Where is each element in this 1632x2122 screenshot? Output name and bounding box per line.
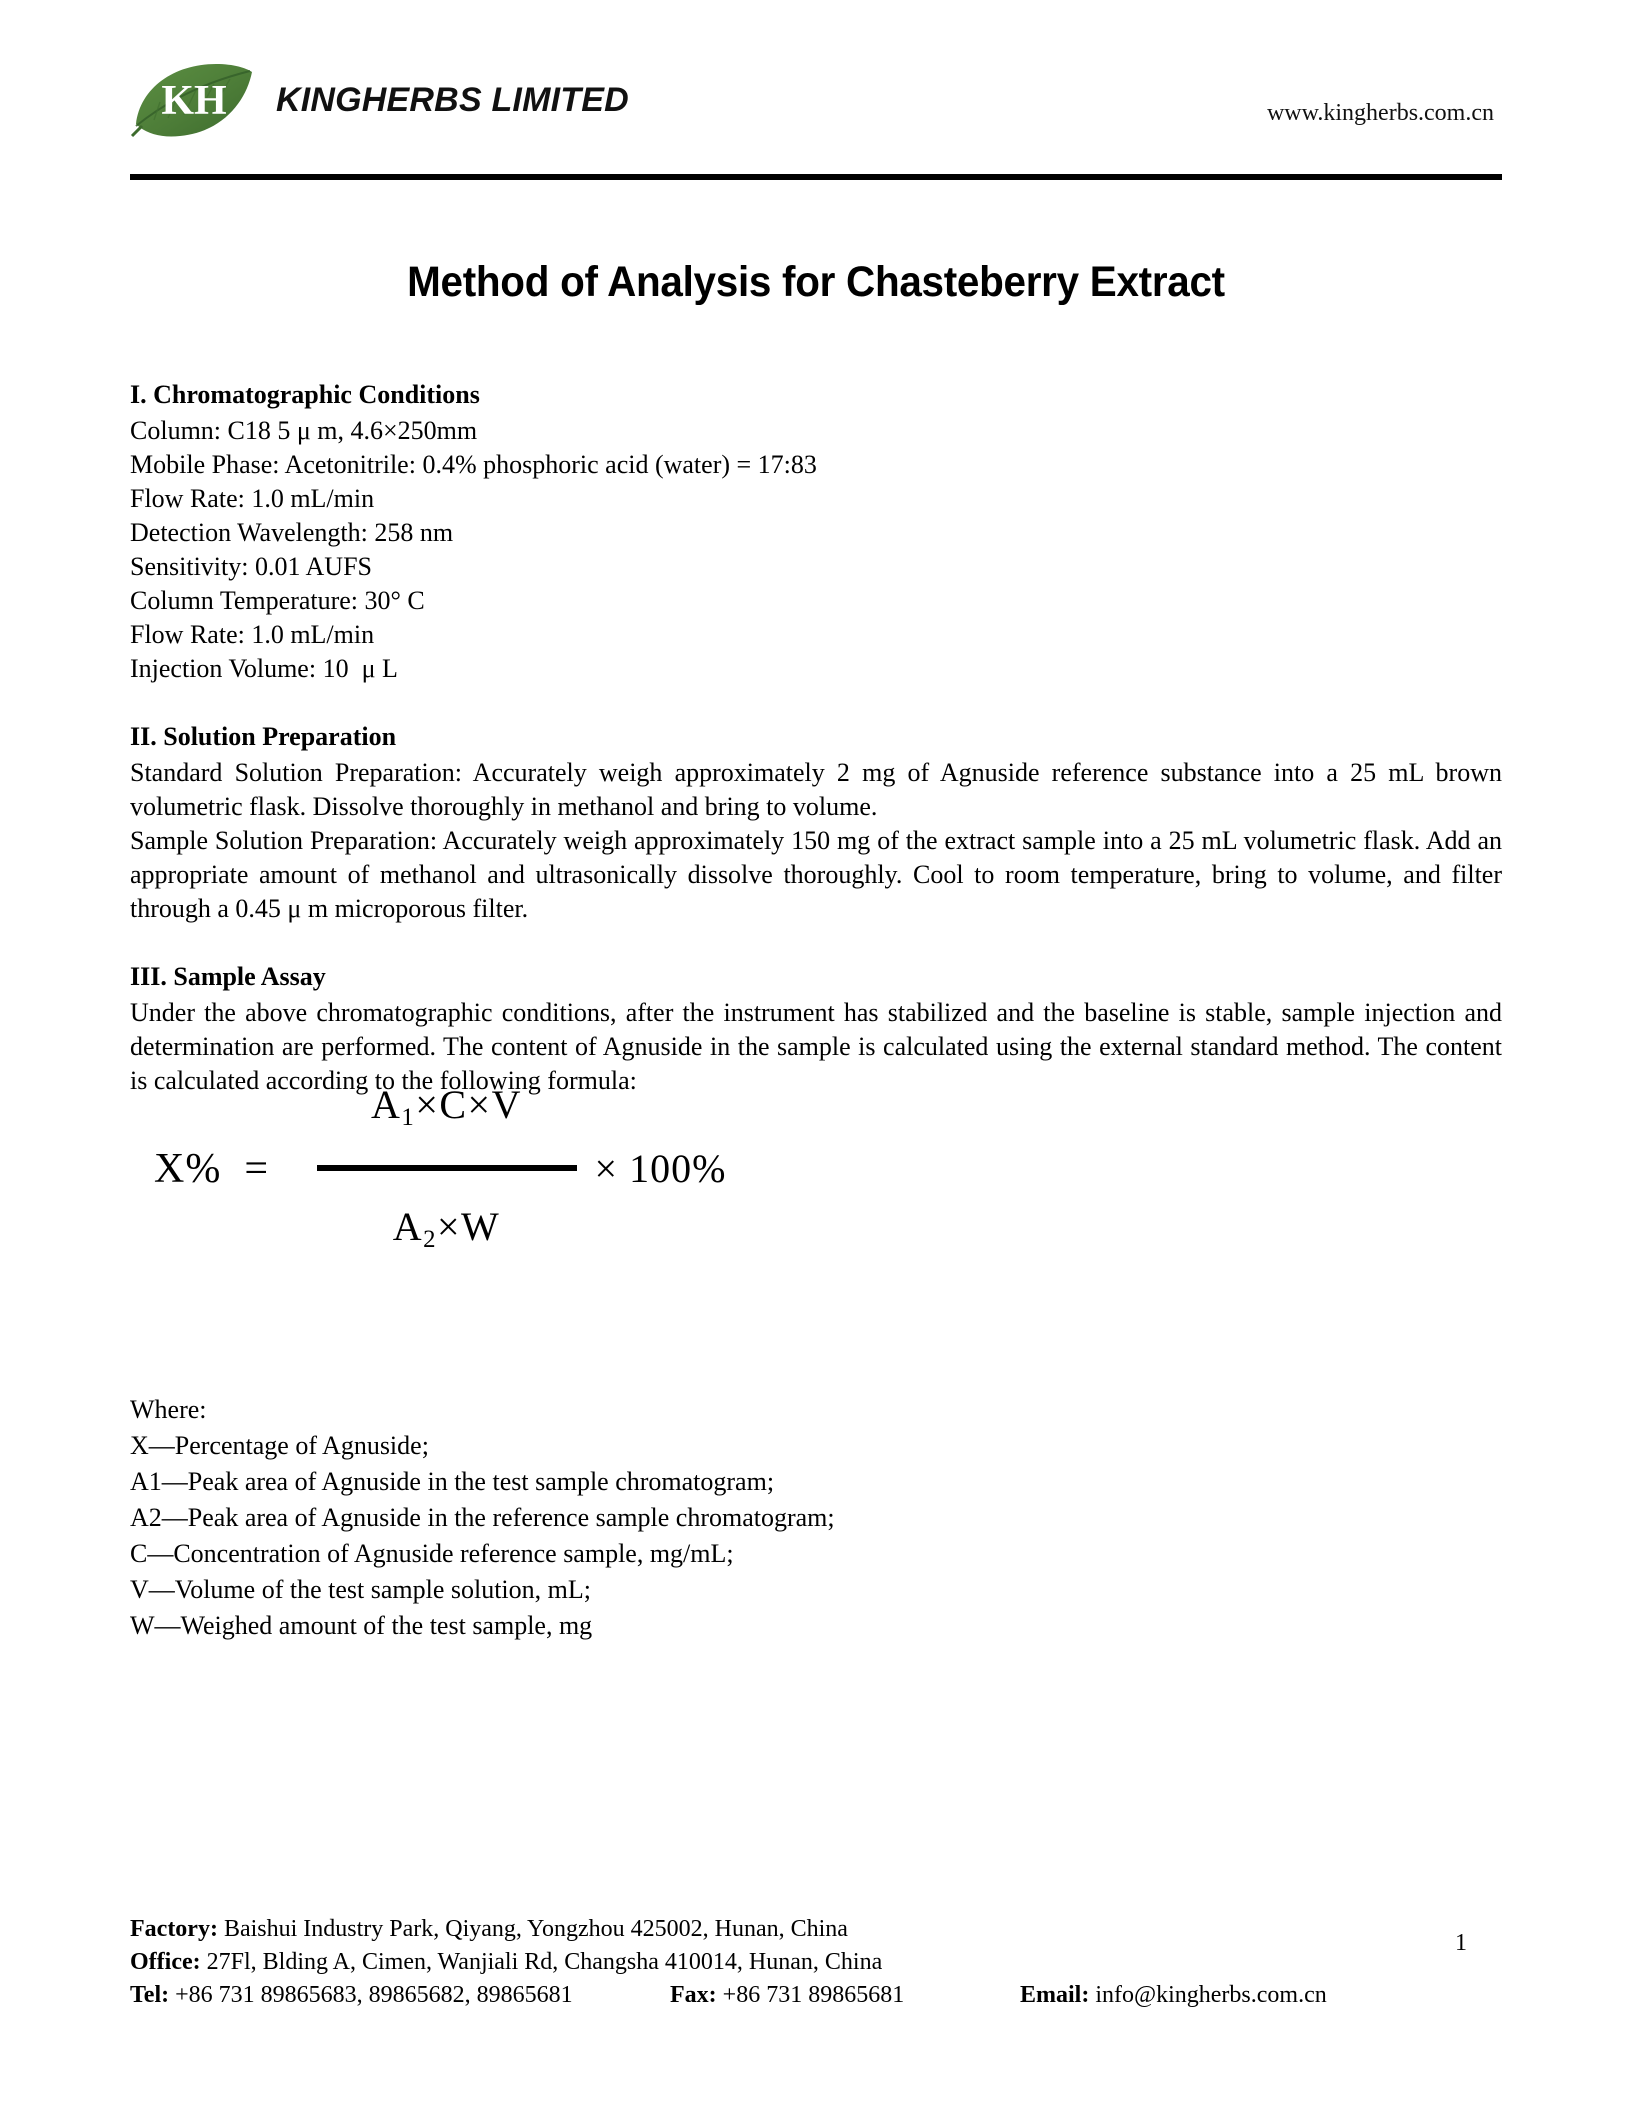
standard-solution-paragraph: Standard Solution Preparation: Accurately weigh approximately 2 mg of Agnuside reference substance into a 25 mL brown volumetric flask. Dissolve thoroughly in methanol and bring to volume. (130, 758, 1502, 821)
condition-sensitivity: Sensitivity: 0.01 AUFS (130, 552, 372, 581)
formula-fraction (317, 1082, 577, 1253)
definition-c: C—Concentration of Agnuside reference sample, mg/mL; (130, 1539, 734, 1568)
definition-a1: A1—Peak area of Agnuside in the test sample chromatogram; (130, 1467, 775, 1496)
office-label: Office: (130, 1949, 201, 1975)
condition-flow-rate-2: Flow Rate: 1.0 mL/min (130, 620, 375, 649)
sample-solution-paragraph: Sample Solution Preparation: Accurately weigh approximately 150 mg of the extract sample into a 25 mL volumetric flask. Add an appropriate amount of methanol and ultrasonically dissolve thoroughly. Cool to room temperature, bring to volume, and filter through a 0.45 μ m microporous filter. (130, 826, 1502, 923)
denominator-rest: ×W (437, 1203, 501, 1249)
condition-column-temperature: Column Temperature: 30° C (130, 586, 425, 615)
section-heading: I. Chromatographic Conditions (130, 380, 480, 409)
formula-numerator (361, 1082, 532, 1131)
factory-address: Baishui Industry Park, Qiyang, Yongzhou 425002, Hunan, China (217, 1916, 848, 1942)
page-header (130, 58, 1502, 168)
formula-right-hand-side: × 100% (594, 1145, 727, 1191)
numerator-variable: A (371, 1082, 402, 1127)
page-footer (130, 1913, 1502, 2012)
formula-denominator (383, 1203, 511, 1253)
numerator-subscript: 1 (401, 1103, 416, 1131)
where-label: Where: (130, 1395, 207, 1424)
tel-label: Tel: (130, 1982, 170, 2008)
footer-contact-line (130, 1979, 1502, 2012)
formula-legend (130, 1392, 1502, 1644)
content-formula (130, 1082, 1502, 1385)
denominator-variable: A (392, 1203, 424, 1249)
fax-value: +86 731 89865681 (716, 1982, 905, 2008)
brand-block (130, 58, 629, 142)
condition-mobile-phase: Mobile Phase: Acetonitrile: 0.4% phosphoric acid (water) = 17:83 (130, 450, 817, 479)
condition-column: Column: C18 5 μ m, 4.6×250mm (130, 416, 478, 445)
condition-flow-rate: Flow Rate: 1.0 mL/min (130, 484, 375, 513)
section-chromatographic-conditions (130, 378, 1502, 686)
section-heading: II. Solution Preparation (130, 722, 397, 751)
footer-office-line (130, 1946, 1502, 1979)
logo-kh-text: KH (161, 78, 227, 124)
section-solution-preparation (130, 720, 1502, 926)
page-number: 1 (1455, 1930, 1467, 1956)
definition-w: W—Weighed amount of the test sample, mg (130, 1611, 593, 1640)
header-divider-rule (130, 174, 1502, 180)
footer-tel (130, 1979, 670, 2012)
footer-fax (670, 1979, 1020, 2012)
company-website: www.kingherbs.com.cn (1266, 100, 1494, 126)
footer-factory-line (130, 1913, 1502, 1946)
document-body (130, 378, 1502, 1098)
office-address: 27Fl, Blding A, Cimen, Wanjiali Rd, Changsha 410014, Hunan, China (200, 1949, 883, 1975)
factory-label: Factory: (130, 1916, 218, 1942)
formula-left-hand-side: X% = (154, 1145, 281, 1192)
sample-assay-paragraph: Under the above chromatographic conditions, after the instrument has stabilized and the baseline is stable, sample injection and determination are performed. The content of Agnuside in the sample is calculated using the external standard method. The content is calculated according to the following formula: (130, 998, 1502, 1095)
condition-injection-volume: Injection Volume: 10 μ L (130, 654, 398, 683)
fax-label: Fax: (670, 1982, 717, 2008)
numerator-rest: ×C×V (415, 1082, 522, 1127)
email-label: Email: (1020, 1982, 1090, 2008)
condition-detection-wavelength: Detection Wavelength: 258 nm (130, 518, 454, 547)
tel-value: +86 731 89865683, 89865682, 89865681 (169, 1982, 573, 2008)
definition-x: X—Percentage of Agnuside; (130, 1431, 429, 1460)
footer-email (1020, 1979, 1327, 2012)
section-heading: III. Sample Assay (130, 962, 326, 991)
section-sample-assay (130, 960, 1502, 1098)
definition-a2: A2—Peak area of Agnuside in the reference sample chromatogram; (130, 1503, 835, 1532)
email-value: info@kingherbs.com.cn (1089, 1982, 1327, 2008)
page-title: Method of Analysis for Chasteberry Extract (407, 258, 1225, 306)
company-name: KINGHERBS LIMITED (276, 80, 629, 119)
fraction-bar (317, 1165, 577, 1171)
denominator-subscript: 2 (423, 1225, 437, 1253)
definition-v: V—Volume of the test sample solution, mL; (130, 1575, 591, 1604)
kingherbs-leaf-logo-icon (130, 58, 258, 142)
